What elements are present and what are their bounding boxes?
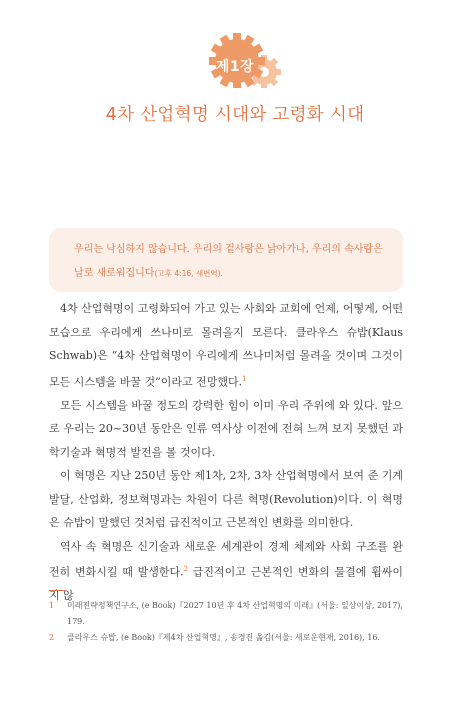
footnote-number: 2	[49, 633, 55, 642]
footnote-ref: 1	[242, 374, 247, 383]
footnote-ref: 2	[183, 565, 189, 574]
footnote	[49, 630, 403, 646]
footnote	[49, 598, 403, 630]
epigraph-text: 우리는 낙심하지 않습니다. 우리의 겉사람은 낡아가나, 우리의 속사람은 날로 새로워집니다	[74, 244, 383, 279]
body-text	[49, 297, 403, 608]
paragraph-text: 급진적이고 근본적인 변화의 물결에 휩싸이지 않	[49, 565, 404, 603]
footnote-text: 미래전략정책연구소, (e Book)『2027 10년 후 4차 산업혁명의 미래』(서울: 일상이상, 2017), 179.	[67, 601, 403, 626]
paragraph-text: 이 혁명은 지난 250년 동안 제1차, 2차, 3차 산업혁명에서 보여 준 기계 발달, 산업화, 정보혁명과는 차원이 다른 혁명(Revolution)이다. 이 혁명은 슈밥이 말했던 것처럼 급진적이고 근본적인 변화를 의미한다.	[49, 469, 403, 530]
paragraph	[49, 464, 403, 535]
paragraph-text: 4차 산업혁명이 고령화되어 가고 있는 사회와 교회에 언제, 어떻게, 어떤 모습으로 우리에게 쓰나미로 몰려올지 모른다. 클라우스 슈밥(Klaus Schwab)은 “4차 산업혁명이 우리에게 쓰나미처럼 몰려올 것이며 그것이 모든 시스템을 바꿀 것”이라고 전망했다.	[49, 302, 403, 389]
paragraph-text: 모든 시스템을 바꿀 정도의 강력한 힘이 이미 우리 주위에 와 있다. 앞으로 우리는 20~30년 동안은 인류 역사상 이전에 전혀 느껴 보지 못했던 과학기술과 혁명적 발전을 볼 것이다.	[49, 398, 403, 459]
paragraph	[49, 535, 403, 608]
footnote-number: 1	[49, 601, 55, 610]
epigraph-reference: (고후 4:16, 새번역).	[154, 269, 223, 278]
epigraph-box	[49, 228, 403, 292]
footnote-text: 클라우스 슈밥, (e Book)『제4차 산업혁명』, 송경진 옮김(서울: 새로운현재, 2016), 16.	[67, 633, 380, 642]
footnote-divider	[49, 590, 65, 591]
footnotes	[49, 598, 403, 646]
chapter-label: 제1장	[215, 59, 255, 75]
page-title: 4차 산업혁명 시대와 고령화 시대	[105, 105, 365, 125]
paragraph	[49, 394, 403, 465]
paragraph	[49, 297, 403, 394]
paragraph-text: 역사 속 혁명은 신기술과 새로운 세계관이 경제 체제와 사회 구조를 완전히 변화시킬 때 발생한다.	[49, 539, 403, 579]
